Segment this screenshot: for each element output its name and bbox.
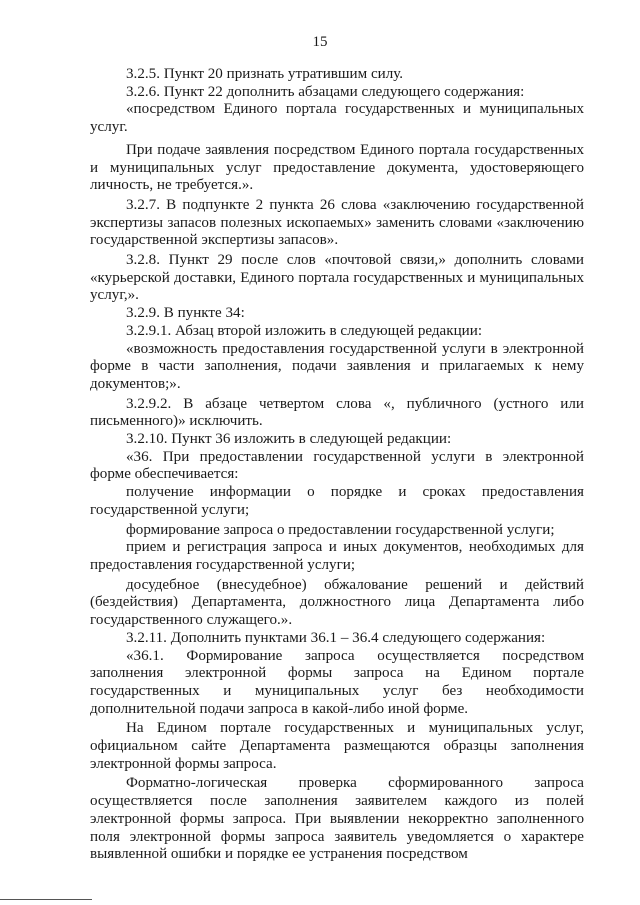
paragraph-format-check: Форматно-логическая проверка сформированного запроса осуществляется после заполнения заявителем каждого из полей электронной формы запроса. При выявлении некорректно заполненного поля электронной формы запроса заявитель уведомляется о характере выявленной ошибки и порядке ее устранения посредством xyxy=(90,775,584,863)
paragraph-formation: формирование запроса о предоставлении государственной услуги; xyxy=(126,521,555,538)
paragraph-36-1: «36.1. Формирование запроса осуществляется посредством заполнения электронной формы запроса на Едином портале государственных и муниципальных услуг без необходимости дополнительной подачи запроса в какой-либо иной форме. xyxy=(90,647,584,717)
paragraph-3-2-10: 3.2.10. Пункт 36 изложить в следующей редакции: xyxy=(126,431,452,448)
paragraph-3-2-7: 3.2.7. В подпункте 2 пункта 26 слова «заключению государственной экспертизы запасов полезных ископаемых» заменить словами «заключению государственной экспертизы запасов». xyxy=(90,196,584,249)
paragraph-identity-document: При подаче заявления посредством Единого портала государственных и муниципальных услуг предоставление документа, удостоверяющего личность, не требуется.». xyxy=(90,141,584,194)
paragraph-3-2-5: 3.2.5. Пункт 20 признать утратившим силу. xyxy=(126,66,404,82)
paragraph-registration: прием и регистрация запроса и иных документов, необходимых для предоставления государственной услуги; xyxy=(90,539,584,573)
paragraph-possibility: «возможность предоставления государственной услуги в электронной форме в части заполнения, подачи заявления и прилагаемых к нему документов;». xyxy=(90,340,584,392)
paragraph-3-2-8: 3.2.8. Пункт 29 после слов «почтовой связи,» дополнить словами «курьерской доставки, Единого портала государственных и муниципальных услуг,». xyxy=(90,252,584,304)
paragraph-info: получение информации о порядке и сроках предоставления государственной услуги; xyxy=(90,484,584,518)
paragraph-3-2-9-1: 3.2.9.1. Абзац второй изложить в следующей редакции: xyxy=(126,322,483,339)
paragraph-portal-samples: На Едином портале государственных и муниципальных услуг, официальном сайте Департамента размещаются образцы заполнения электронной формы запроса. xyxy=(90,720,584,772)
page-number: 15 xyxy=(312,34,328,50)
scan-edge-line xyxy=(0,899,92,900)
document-body xyxy=(90,66,584,864)
paragraph-3-2-6: 3.2.6. Пункт 22 дополнить абзацами следующего содержания: xyxy=(126,83,525,100)
paragraph-3-2-9-2: 3.2.9.2. В абзаце четвертом слова «, публичного (устного или письменного)» исключить. xyxy=(90,395,584,430)
paragraph-3-2-11: 3.2.11. Дополнить пунктами 36.1 – 36.4 следующего содержания: xyxy=(126,629,546,646)
paragraph-3-2-9: 3.2.9. В пункте 34: xyxy=(126,305,245,322)
paragraph-appeal: досудебное (внесудебное) обжалование решений и действий (бездействия) Департамента, должностного лица Департамента либо государственного служащего.». xyxy=(90,576,584,629)
quote-paragraph: «посредством Единого портала государственных и муниципальных услуг. xyxy=(90,101,584,136)
paragraph-36: «36. При предоставлении государственной услуги в электронной форме обеспечивается: xyxy=(90,448,584,483)
